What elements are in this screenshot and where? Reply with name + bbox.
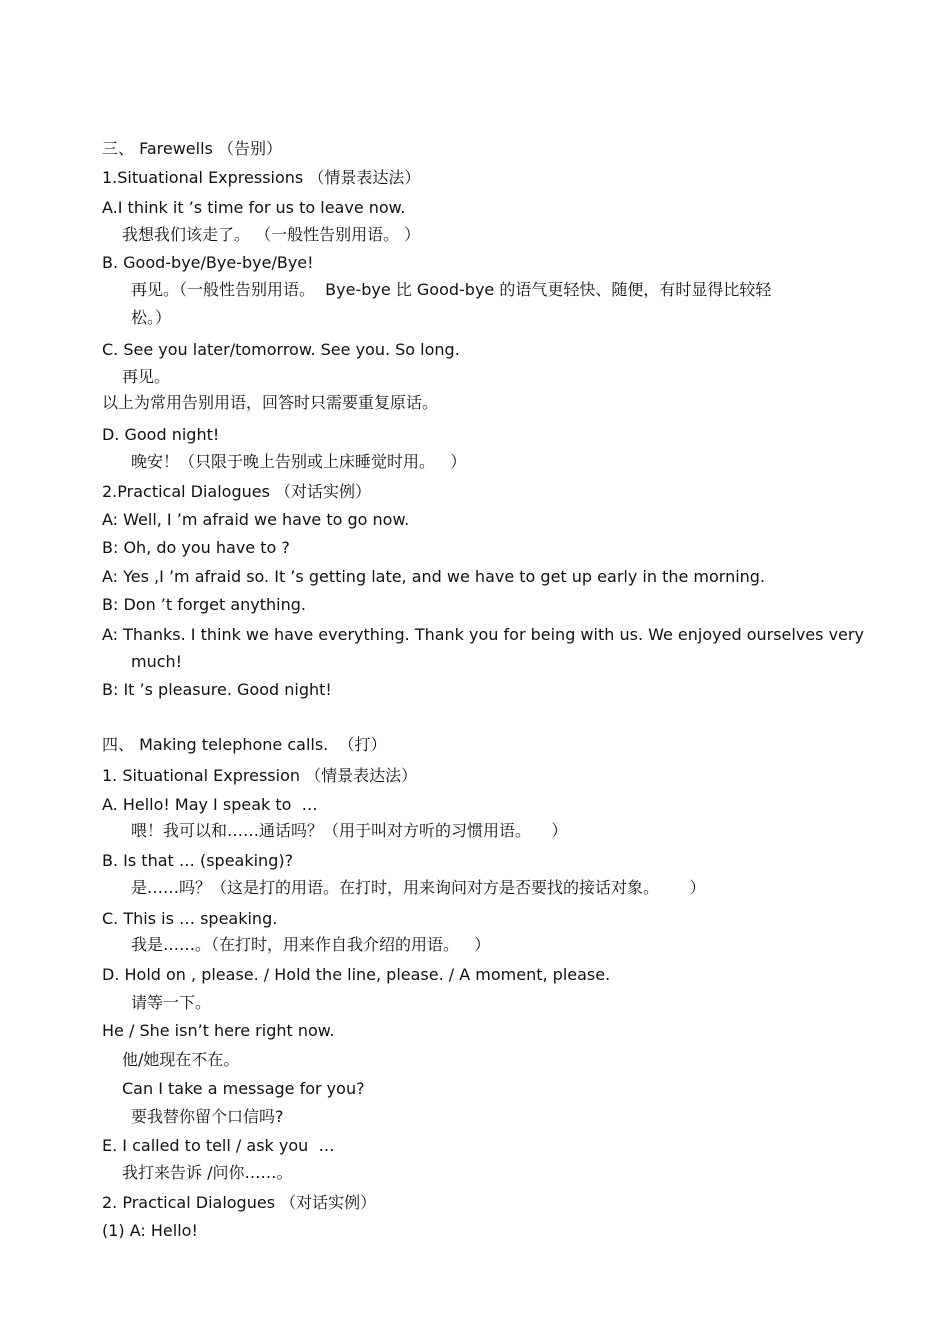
expression-a-english: A.I think it ’s time for us to leave now. (102, 198, 406, 217)
expression-b-chinese-line2: 松。） (131, 308, 172, 327)
expression-a-chinese: 我想我们该走了。 （一般性告别用语。 ） (122, 225, 421, 244)
subheading-situational-expressions: 1.Situational Expressions （情景表达法） (102, 168, 421, 187)
dialogue-line: A: Yes ,I ’m afraid so. It ’s getting late, and we have to get up early in the morning. (102, 567, 766, 586)
expression-d-chinese: 晚安！（只限于晚上告别或上床睡觉时用。 ） (131, 452, 467, 471)
dialogue-line: B: Oh, do you have to ? (102, 538, 290, 557)
subheading-practical-dialogues-phone: 2. Practical Dialogues （对话实例） (102, 1193, 377, 1212)
dialogue-line-continued: much! (131, 652, 183, 671)
expression-b-chinese-line1: 再见。（一般性告别用语。 Bye-bye 比 Good-bye 的语气更轻快、随便，有时显得比较轻 (131, 280, 772, 299)
phone-expression-d-english: D. Hold on , please. / Hold the line, please. / A moment, please. (102, 965, 611, 984)
expression-c-english: C. See you later/tomorrow. See you. So long. (102, 340, 460, 359)
dialogue-line: B: Don ’t forget anything. (102, 595, 306, 614)
expression-d-english: D. Good night! (102, 425, 220, 444)
phone-take-message-chinese: 要我替你留个口信吗? (131, 1107, 284, 1126)
phone-expression-e-chinese: 我打来告诉 /问你……。 (122, 1163, 293, 1182)
section-heading-farewells: 三、 Farewells （告别） (102, 139, 282, 158)
phone-take-message-english: Can I take a message for you? (122, 1079, 365, 1098)
phone-expression-a-chinese: 喂！我可以和……通话吗？（用于叫对方听的习惯用语。 ） (131, 821, 568, 840)
subheading-practical-dialogues: 2.Practical Dialogues （对话实例） (102, 482, 372, 501)
phone-not-here-english: He / She isn’t here right now. (102, 1021, 335, 1040)
expression-b-english: B. Good-bye/Bye-bye/Bye! (102, 253, 314, 272)
section-heading-telephone: 四、 Making telephone calls. （打） (102, 735, 387, 754)
dialogue-line: A: Well, I ’m afraid we have to go now. (102, 510, 410, 529)
phone-not-here-chinese: 他/她现在不在。 (122, 1050, 240, 1069)
phone-dialogue-first-line: (1) A: Hello! (102, 1221, 198, 1240)
phone-expression-c-chinese: 我是……。（在打时，用来作自我介绍的用语。 ） (131, 935, 491, 954)
phone-expression-d-chinese: 请等一下。 (131, 993, 212, 1012)
subheading-situational-expression: 1. Situational Expression （情景表达法） (102, 766, 418, 785)
dialogue-line: A: Thanks. I think we have everything. Thank you for being with us. We enjoyed ourselves very (102, 625, 864, 644)
phone-expression-b-chinese: 是……吗？（这是打的用语。在打时，用来询问对方是否要找的接话对象。 ） (131, 878, 706, 897)
phone-expression-b-english: B. Is that … (speaking)? (102, 851, 294, 870)
usage-note: 以上为常用告别用语，回答时只需要重复原话。 (102, 393, 439, 412)
phone-expression-e-english: E. I called to tell / ask you … (102, 1136, 335, 1155)
expression-c-chinese: 再见。 (122, 367, 171, 386)
phone-expression-c-english: C. This is … speaking. (102, 909, 278, 928)
phone-expression-a-english: A. Hello! May I speak to … (102, 795, 318, 814)
dialogue-line: B: It ’s pleasure. Good night! (102, 680, 332, 699)
